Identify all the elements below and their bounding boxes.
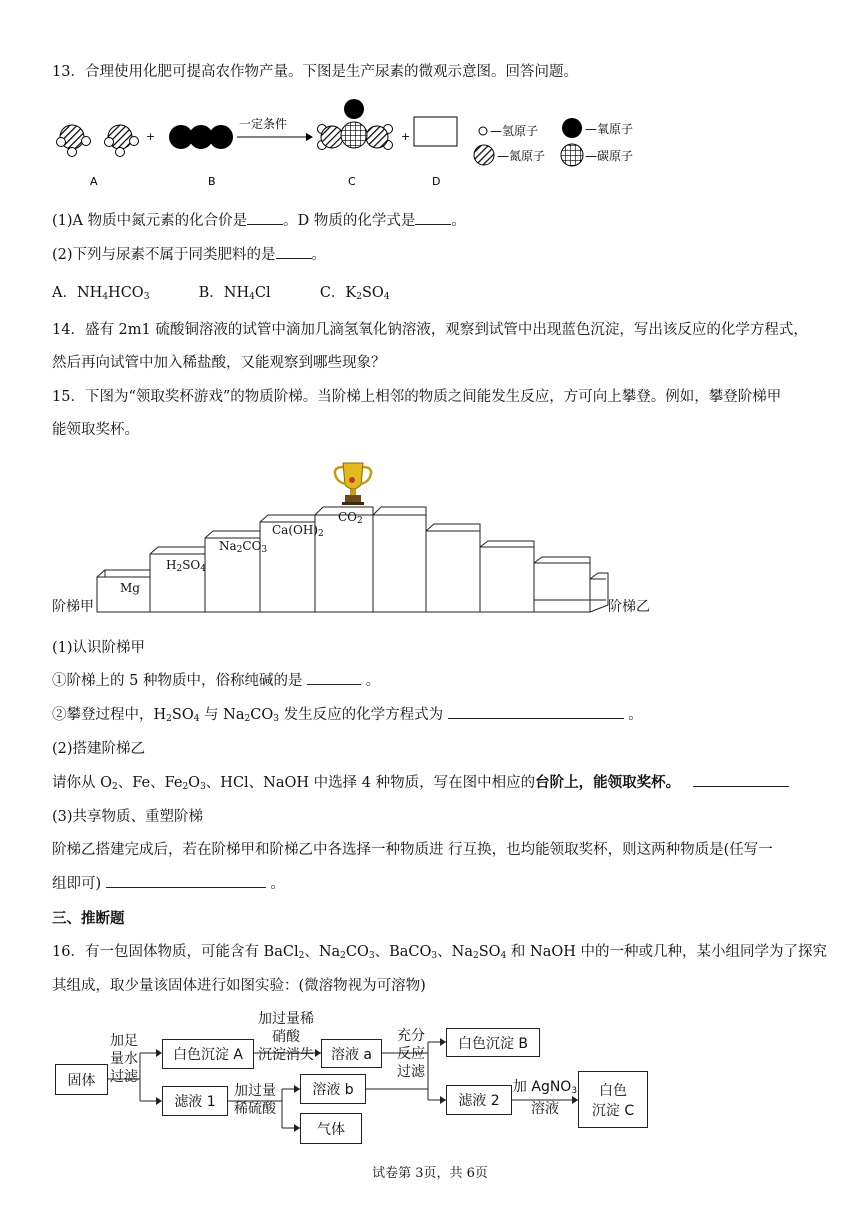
step-caoh2: $Ca(OH)_2$ (272, 523, 324, 539)
q15-s1-q1: ①阶梯上的 5 种物质中，俗称纯碱的是 。 (52, 669, 380, 690)
step-na2co3: $Na_2CO_3$ (219, 539, 268, 555)
plus-2: + (401, 130, 411, 143)
q14-line2: 然后再向试管中加入稀盐酸，又能观察到哪些现象？ (52, 355, 386, 371)
flow-filtrate-1: 滤液 1 (162, 1086, 228, 1116)
step-co2: $CO_2$ (338, 510, 363, 526)
label-c: C (348, 175, 356, 188)
label-a: A (90, 175, 98, 188)
flow-white-ppt-c: 白色 沉淀 C (578, 1071, 648, 1128)
option-a[interactable]: A．$NH_4HCO_3$ (52, 285, 150, 302)
q13-part1: (1)A 物质中氮元素的化合价是 。D 物质的化学式是 。 (52, 209, 466, 230)
step-h2so4: $H_2SO_4$ (166, 558, 206, 574)
svg-text:—氮原子: —氮原子 (497, 149, 546, 163)
q16-line2: 其组成，取少量该固体进行如图实验：(微溶物视为可溶物) (52, 978, 426, 994)
label-d: D (432, 175, 441, 188)
q15-s2-text: 请你从 $O_2$、Fe、$Fe_2O_3$、HCl、NaOH 中选择 4 种物质，写在图中相应的台阶上，能领取奖杯。 (52, 771, 789, 792)
section-title: 三、推断题 (52, 910, 125, 927)
plus-1: + (146, 130, 156, 143)
flow-filtrate-2: 滤液 2 (446, 1085, 512, 1115)
flow-sulfuric-acid-label: 加过量 稀硫酸 (234, 1083, 276, 1117)
flow-gas: 气体 (300, 1113, 362, 1144)
q16-line1: 16．有一包固体物质，可能含有 BaCl$_2$、$Na_2CO_3$、BaCO$_3$、$Na_2SO_4$ 和 NaOH 中的一种或几种，某小组同学为了探究 (52, 944, 827, 961)
q15-s1: (1)认识阶梯甲 (52, 640, 146, 656)
q15-s1-q2: ②攀登过程中，$H_2SO_4$ 与 $Na_2CO_3$ 发生反应的化学方程式为 。 (52, 703, 643, 724)
q15-s3: (3)共享物质、重塑阶梯 (52, 809, 204, 825)
q15-line1: 15．下图为“领取奖杯游戏”的物质阶梯。当阶梯上相邻的物质之间能发生反应，方可向上攀登。例如，攀登阶梯甲 (52, 389, 782, 405)
arrow-condition-label: 一定条件 (239, 117, 288, 131)
q14-line1: 14．盛有 2m1 硫酸铜溶液的试管中滴加几滴氢氧化钠溶液，观察到试管中出现蓝色沉淀，写出该反应的化学方程式， (52, 322, 808, 338)
flow-step1-label: 加足 量水 过滤 (110, 1033, 138, 1085)
option-c[interactable]: C．$K_2SO_4$ (319, 285, 390, 302)
flow-solid: 固体 (55, 1064, 108, 1095)
q15-s2: (2)搭建阶梯乙 (52, 741, 146, 757)
step-mg: Mg (120, 581, 140, 595)
flow-solution-a: 溶液 a (321, 1039, 382, 1068)
flow-nitric-acid-label: 加过量稀 硝酸 沉淀消失 (258, 1011, 314, 1063)
q15-s3-line2: 组即可) 。 (52, 872, 285, 893)
stair-left-label: 阶梯甲 (52, 599, 94, 615)
q15-s3-line1: 阶梯乙搭建完成后，若在阶梯甲和阶梯乙中各选择一种物质进 行互换，也均能领取奖杯，则这两种物质是(任写一 (52, 842, 773, 858)
option-b[interactable]: B．$NH_4Cl$ (198, 285, 271, 302)
flow-white-ppt-a: 白色沉淀 A (162, 1039, 254, 1069)
flow-solution-b: 溶液 b (300, 1074, 366, 1104)
q13-part2: (2)下列与尿素不属于同类肥料的是 。 (52, 243, 326, 264)
page-footer: 试卷第 3页，共 6页 (372, 1166, 488, 1181)
svg-text:—碳原子: —碳原子 (585, 149, 634, 163)
flow-react-filter-label: 充分 反应 过滤 (397, 1028, 425, 1080)
label-b: B (208, 175, 216, 188)
svg-text:—氢原子: —氢原子 (490, 124, 539, 138)
svg-text:—氧原子: —氧原子 (585, 122, 634, 136)
q13-stem: 13．合理使用化肥可提高农作物产量。下图是生产尿素的微观示意图。回答问题。 (52, 64, 578, 80)
q15-line2: 能领取奖杯。 (52, 422, 139, 438)
flow-agno3-label: 加 AgNO$_3$ 溶液 (512, 1079, 578, 1117)
flow-white-ppt-b: 白色沉淀 B (446, 1028, 540, 1057)
stair-right-label: 阶梯乙 (608, 599, 650, 615)
